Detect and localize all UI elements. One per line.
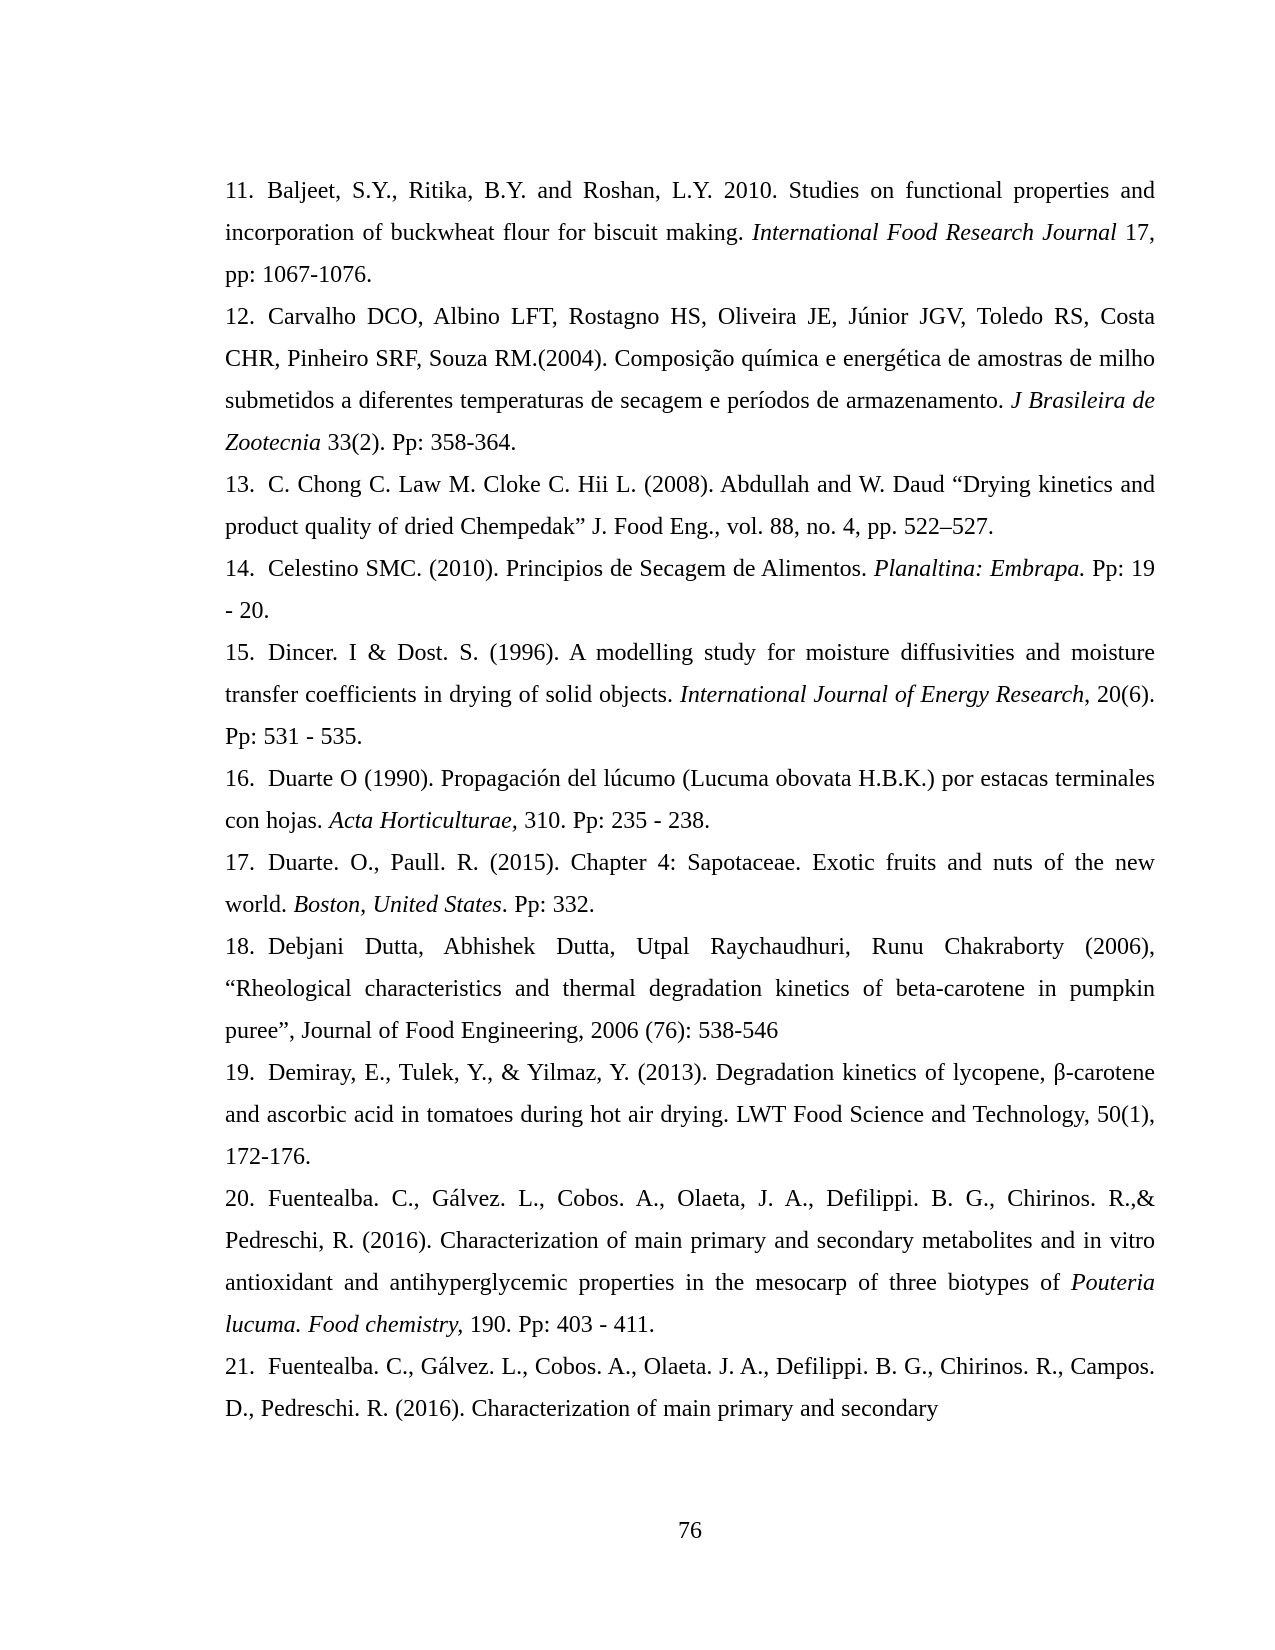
- reference-text-italic: International Journal of Energy Research: [679, 682, 1085, 708]
- reference-number: 15.: [225, 640, 255, 666]
- reference-number: 20.: [225, 1186, 255, 1212]
- reference-item: [225, 548, 1155, 632]
- reference-text-italic: Planaltina: Embrapa.: [873, 556, 1086, 582]
- reference-text: Duarte O (1990). Propagación del lúcumo (Lucuma obovata H.B.K.) por estacas terminales con hojas.: [225, 766, 1155, 834]
- reference-text-italic: Acta Horticulturae,: [329, 808, 518, 834]
- reference-number: 19.: [225, 1060, 255, 1086]
- reference-text: 33(2). Pp: 358-364.: [321, 430, 517, 456]
- reference-text-italic: Pouteria lucuma. Food chemistry,: [225, 1270, 1155, 1338]
- reference-item: [225, 632, 1155, 758]
- reference-item: [225, 926, 1155, 1052]
- reference-text: Dincer. I & Dost. S. (1996). A modelling study for moisture diffusivities and moisture transfer coefficients in drying of solid objects.: [225, 640, 1155, 708]
- reference-text: . Pp: 332.: [501, 892, 595, 918]
- reference-text: Carvalho DCO, Albino LFT, Rostagno HS, Oliveira JE, Júnior JGV, Toledo RS, Costa CHR, Pinheiro SRF, Souza RM.(2004). Composição química e energética de amostras de milho submetidos a diferentes temperaturas de secagem e períodos de armazenamento.: [225, 304, 1155, 414]
- reference-text: Fuentealba. C., Gálvez. L., Cobos. A., Olaeta, J. A., Defilippi. B. G., Chirinos. R.,& Pedreschi, R. (2016). Characterization of main primary and secondary metabolites and in vitro antioxidant and antihyperglycemic properties in the mesocarp of three biotypes of: [225, 1186, 1155, 1296]
- reference-text: Pp: 19 - 20.: [225, 556, 1155, 624]
- reference-text: Duarte. O., Paull. R. (2015). Chapter 4: Sapotaceae. Exotic fruits and nuts of the new world.: [225, 850, 1155, 918]
- reference-text: C. Chong C. Law M. Cloke C. Hii L. (2008). Abdullah and W. Daud “Drying kinetics and product quality of dried Chempedak” J. Food Eng., vol. 88, no. 4, pp. 522–527.: [225, 472, 1155, 540]
- reference-text: Baljeet, S.Y., Ritika, B.Y. and Roshan, L.Y. 2010. Studies on functional properties and incorporation of buckwheat flour for biscuit making.: [225, 178, 1155, 246]
- reference-text-italic: J Brasileira de Zootecnia: [225, 388, 1156, 456]
- reference-text: Debjani Dutta, Abhishek Dutta, Utpal Raychaudhuri, Runu Chakraborty (2006), “Rheological characteristics and thermal degradation kinetics of beta-carotene in pumpkin puree”, Journal of Food Engineering, 2006 (76): 538-546: [225, 934, 1155, 1044]
- reference-number: 11.: [225, 178, 255, 204]
- reference-text: Demiray, E., Tulek, Y., & Yilmaz, Y. (2013). Degradation kinetics of lycopene, β-carotene and ascorbic acid in tomatoes during hot air drying. LWT Food Science and Technology, 50(1), 172-176.: [225, 1060, 1155, 1170]
- reference-number: 13.: [225, 472, 255, 498]
- reference-text: 310. Pp: 235 - 238.: [517, 808, 711, 834]
- reference-number: 16.: [225, 766, 255, 792]
- reference-text: 190. Pp: 403 - 411.: [463, 1312, 655, 1338]
- reference-item: [225, 170, 1155, 296]
- reference-text: , 20(6). Pp: 531 - 535.: [225, 682, 1155, 750]
- reference-number: 14.: [225, 556, 255, 582]
- reference-item: [225, 1052, 1155, 1178]
- reference-text-italic: Boston, United States: [293, 892, 502, 918]
- reference-text: Celestino SMC. (2010). Principios de Secagem de Alimentos.: [268, 556, 874, 582]
- references-list: [225, 170, 1155, 1430]
- reference-item: [225, 1178, 1155, 1346]
- reference-number: 12.: [225, 304, 255, 330]
- reference-text: 17, pp: 1067-1076.: [225, 220, 1155, 288]
- reference-number: 18.: [225, 934, 255, 960]
- reference-text-italic: International Food Research Journal: [751, 220, 1117, 246]
- reference-item: [225, 464, 1155, 548]
- reference-item: [225, 1346, 1155, 1430]
- reference-number: 17.: [225, 850, 255, 876]
- reference-item: [225, 758, 1155, 842]
- reference-item: [225, 296, 1155, 464]
- reference-item: [225, 842, 1155, 926]
- reference-number: 21.: [225, 1354, 255, 1380]
- reference-text: Fuentealba. C., Gálvez. L., Cobos. A., Olaeta. J. A., Defilippi. B. G., Chirinos. R., Campos. D., Pedreschi. R. (2016). Characterization of main primary and secondary: [225, 1354, 1155, 1422]
- page-number: 76: [678, 1518, 702, 1544]
